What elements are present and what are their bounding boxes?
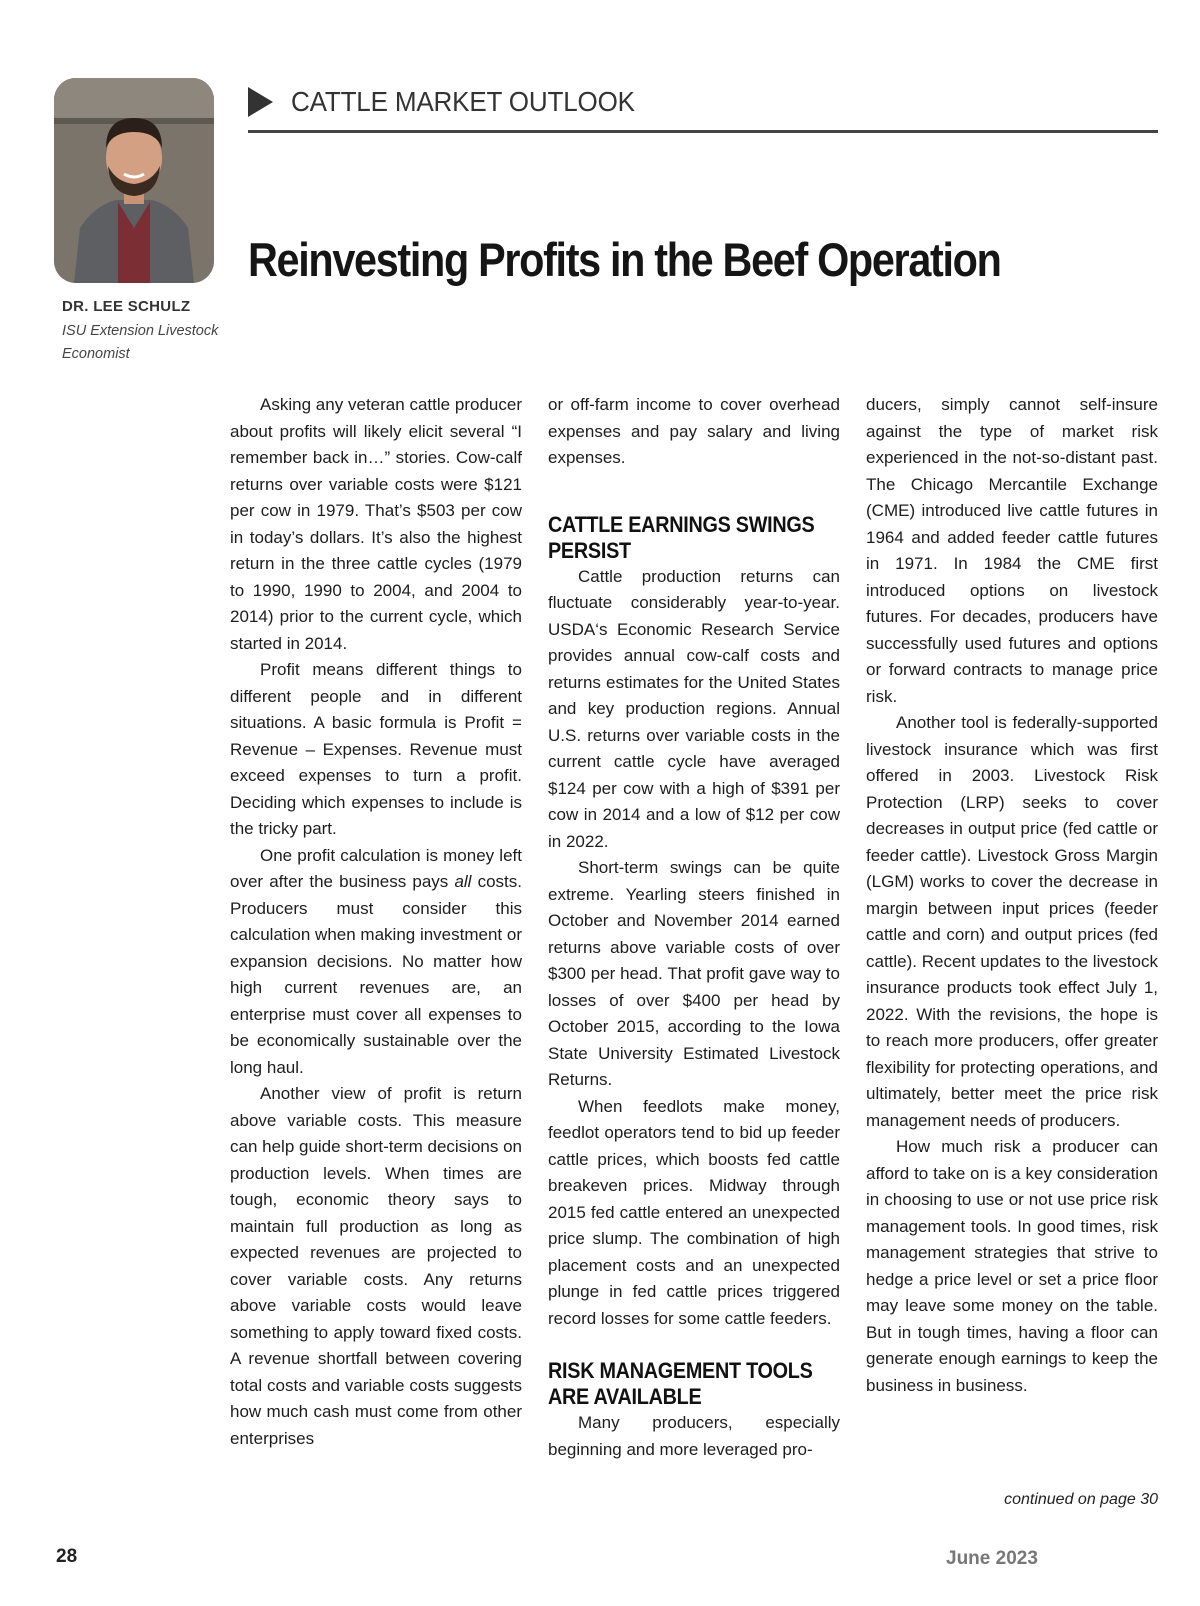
continued-note: continued on page 30 — [1004, 1491, 1158, 1508]
paragraph: When feedlots make money, feedlot operators tend to bid up feeder cattle prices, which boosts fed cattle breakeven prices. Midway through 2015 fed cattle entered an unexpected price slump. The combination of high placement costs and an unexpected plunge in fed cattle prices triggered record losses for some cattle feeders. — [548, 1096, 840, 1328]
paragraph: Many producers, especially beginning and more leveraged pro- — [548, 1413, 840, 1459]
author-name: DR. LEE SCHULZ — [62, 298, 191, 315]
section-header — [248, 82, 661, 122]
paragraph: Asking any veteran cattle producer about profits will likely elicit several “I remember back in…” stories. Cow-calf returns over variable costs were $121 per cow in 1979. That’s $503 per cow in today’s dollars. It’s also the highest return in the three cattle cycles (1979 to 1990, 1990 to 2004, and 2004 to 2014) prior to the current cycle, which started in 2014. — [230, 395, 522, 653]
article-column-2 — [548, 392, 840, 1463]
author-role: ISU Extension Livestock Economist — [62, 323, 219, 362]
paragraph: Another view of profit is return above variable costs. This measure can help guide short-term decisions on production levels. When times are tough, economic theory says to maintain full production as long as expected revenues are projected to cover variable costs. Any returns above variable costs would leave something to apply toward fixed costs. A revenue shortfall between covering total costs and variable costs suggests how much cash must come from other enterprises — [230, 1084, 522, 1448]
paragraph — [230, 843, 522, 1082]
header-rule — [248, 130, 1158, 133]
section-heading: RISK MANAGEMENT TOOLS ARE AVAILABLE — [548, 1358, 813, 1409]
paragraph: How much risk a producer can afford to take on is a key consideration in choosing to use or not use price risk management tools. In good times, risk management strategies that strive to hedge a price level or set a price floor may leave some money on the table. But in tough times, having a floor can generate enough earnings to keep the business in business. — [866, 1137, 1158, 1395]
author-photo — [54, 78, 214, 283]
issue-date: June 2023 — [946, 1548, 1038, 1569]
article-column-1 — [230, 392, 522, 1452]
paragraph: or off-farm income to cover overhead expenses and pay salary and living expenses. — [548, 395, 840, 467]
page-number: 28 — [56, 1546, 78, 1567]
section-label: CATTLE MARKET OUTLOOK — [291, 86, 635, 117]
paragraph: Short-term swings can be quite extreme. Yearling steers finished in October and November 2014 earned returns above variable costs of over $300 per head. That profit gave way to losses of over $400 per head by October 2015, according to the Iowa State University Estimated Livestock Returns. — [548, 858, 840, 1089]
play-triangle-icon — [248, 87, 273, 117]
article-column-3 — [866, 392, 1158, 1399]
emphasis-text: all — [454, 872, 472, 891]
paragraph: Cattle production returns can fluctuate considerably year-to-year. USDA‘s Economic Research Service provides annual cow-calf costs and returns estimates for the United States and key production regions. Annual U.S. returns over variable costs in the current cattle cycle have averaged $124 per cow with a high of $391 per cow in 2014 and a low of $12 per cow in 2022. — [548, 566, 840, 851]
paragraph: ducers, simply cannot self-insure against the type of market risk experienced in the not-so-distant past. The Chicago Mercantile Exchange (CME) introduced live cattle futures in 1964 and added feeder cattle futures in 1971. In 1984 the CME first introduced options on livestock futures. For decades, producers have successfully used futures and options or forward contracts to manage price risk. — [866, 395, 1158, 706]
paragraph-text: costs. Producers must consider this calculation when making investment or expansion decisions. No matter how high current revenues are, an enterprise must cover all expenses to be economically sustainable over the long haul. — [230, 872, 522, 1077]
paragraph: Profit means different things to different people and in different situations. A basic formula is Profit = Revenue – Expenses. Revenue must exceed expenses to turn a profit. Deciding which expenses to include is the tricky part. — [230, 660, 522, 838]
section-heading: CATTLE EARNINGS SWINGS PERSIST — [548, 511, 815, 563]
paragraph: Another tool is federally-supported livestock insurance which was first offered in 2003. Livestock Risk Protection (LRP) seeks to cover decreases in output price (fed cattle or feeder cattle). Livestock Gross Margin (LGM) works to cover the decrease in margin between input prices (feeder cattle and corn) and output prices (fed cattle). Recent updates to the livestock insurance products took effect July 1, 2022. With the revisions, the hope is to reach more producers, offer greater flexibility for protecting operations, and ultimately, better meet the price risk management needs of producers. — [866, 713, 1158, 1130]
article-title: Reinvesting Profits in the Beef Operation — [248, 233, 1001, 286]
paragraph-text: One profit calculation is money left over after the business pays — [230, 845, 522, 891]
